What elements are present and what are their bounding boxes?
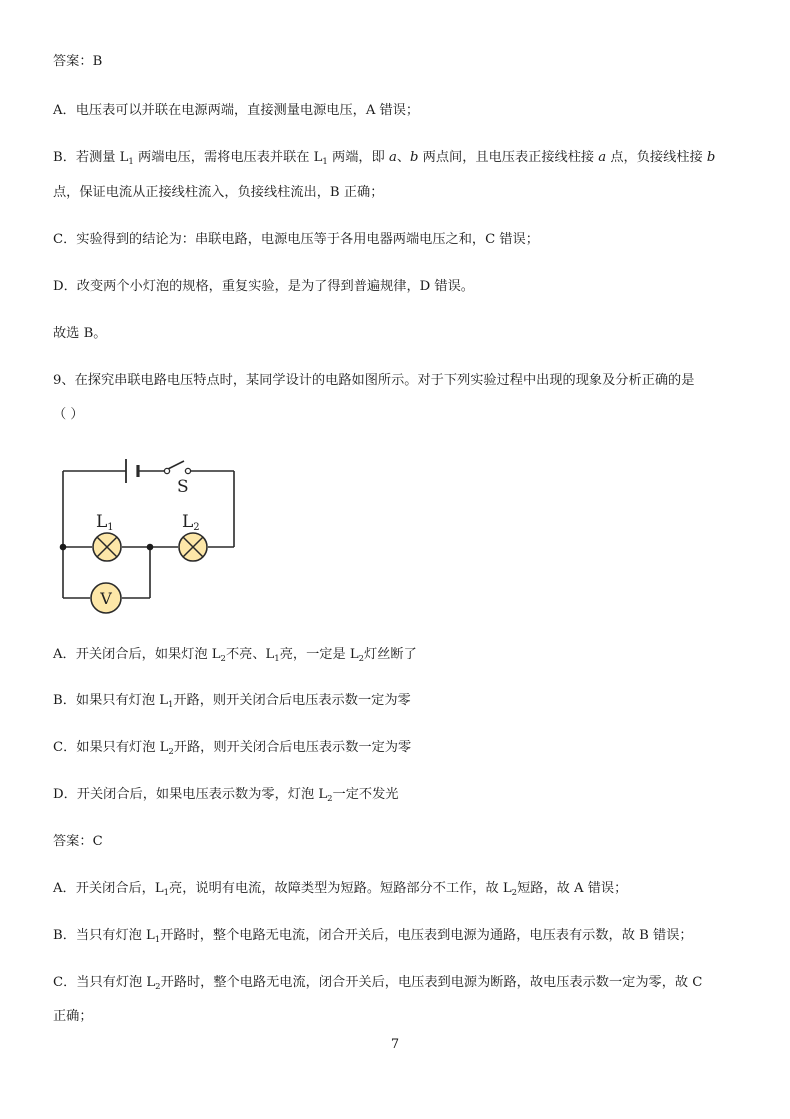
lamp-l2-label: L2 (182, 512, 200, 533)
switch-symbol (164, 461, 191, 474)
text-segment: B．当只有灯泡 L (53, 928, 155, 943)
subscript: 2 (511, 888, 518, 898)
q8-answer (53, 53, 750, 71)
junction-dot-middle (147, 544, 154, 551)
q9-option-a (53, 646, 750, 668)
q9-option-b (53, 692, 750, 714)
text-segment: 两端电压，需将电压表并联在 L (133, 150, 323, 165)
lamp-l2-icon (179, 533, 207, 561)
text-segment: 开路，则开关闭合后电压表示数一定为零 (173, 693, 411, 708)
q8-explanation-d: D．改变两个小灯泡的规格，重复实验，是为了得到普遍规律，D 错误。 (53, 279, 474, 294)
text-segment: A．开关闭合后，如果灯泡 L (53, 647, 221, 662)
q9-option-d (53, 786, 750, 808)
q9-answer (53, 833, 750, 851)
text-segment: 开路，则开关闭合后电压表示数一定为零 (173, 740, 412, 755)
variable-a: a (598, 150, 607, 165)
text-segment: 短路，故 A 错误； (517, 881, 628, 896)
lamp-l1-label: L1 (96, 512, 114, 533)
text-segment: 两端，即 (327, 150, 389, 165)
text-segment: 开路时，整个电路无电流，闭合开关后，电压表到电源为通路，电压表有示数，故 B 错误； (160, 928, 693, 943)
text-segment: 亮，说明有电流，故障类型为短路。短路部分不工作，故 L (169, 881, 512, 896)
variable-b: b (410, 150, 419, 165)
subscript: 2 (155, 982, 161, 992)
q8-explanation-b-line1 (53, 149, 750, 171)
q9-stem-line2: （ ） (53, 407, 84, 422)
text-segment: C．如果只有灯泡 L (53, 740, 169, 755)
subscript: 2 (327, 794, 333, 804)
subscript: 2 (220, 654, 226, 664)
q9-explanation-b (53, 927, 750, 949)
text-segment: 两点间，且电压表正接线柱接 (418, 150, 599, 165)
voltmeter-label: V (100, 589, 112, 608)
subscript: 1 (167, 700, 174, 710)
text-segment: 一定不发光 (332, 787, 399, 802)
text-segment: 灯丝断了 (364, 647, 417, 662)
text-segment: 开路时，整个电路无电流，闭合开关后，电压表到电源为断路，故电压表示数一定为零，故 C (160, 975, 703, 990)
subscript: 1 (322, 157, 328, 167)
q9-explanation-a (53, 880, 750, 902)
answer-value: C (92, 834, 103, 849)
subscript: 2 (168, 747, 174, 757)
subscript: 1 (274, 654, 280, 664)
q8-explanation-c: C．实验得到的结论为：串联电路，电源电压等于各用电器两端电压之和，C 错误； (53, 232, 539, 247)
q9-explanation-c-line1 (53, 974, 750, 996)
q8-conclusion: 故选 B。 (53, 326, 107, 341)
switch-label: S (177, 477, 189, 497)
battery-symbol (126, 459, 138, 483)
subscript: 1 (154, 935, 161, 945)
q8-explanation-b-line2: 点，保证电流从正接线柱流入，负接线柱流出，B 正确； (53, 185, 384, 200)
text-segment: 不亮、L (225, 647, 275, 662)
subscript: 2 (358, 654, 365, 664)
answer-label: 答案： (53, 54, 93, 69)
text-segment: D．开关闭合后，如果电压表示数为零，灯泡 L (53, 787, 328, 802)
junction-dot-left (60, 544, 67, 551)
subscript: 1 (163, 888, 170, 898)
text-segment: C．当只有灯泡 L (53, 975, 156, 990)
variable-b: b (706, 150, 716, 165)
circuit-diagram (50, 455, 250, 615)
q9-option-c (53, 739, 750, 761)
answer-label: 答案： (53, 834, 93, 849)
answer-value: B (92, 54, 103, 69)
lamp-l1-icon (93, 533, 121, 561)
text-segment: A．开关闭合后，L (53, 881, 164, 896)
subscript: 1 (128, 157, 134, 167)
text-segment: 、 (396, 150, 411, 165)
text-segment: B．如果只有灯泡 L (53, 693, 168, 708)
q8-explanation-a: A．电压表可以并联在电源两端，直接测量电源电压，A 错误； (53, 103, 420, 118)
text-segment: B．若测量 L (53, 150, 129, 165)
variable-a: a (388, 150, 397, 165)
q9-stem-line1: 9、在探究串联电路电压特点时，某同学设计的电路如图所示。对于下列实验过程中出现的现象及分析正确的是 (53, 373, 695, 388)
page-number: 7 (390, 1037, 400, 1052)
q9-explanation-c-line2: 正确； (53, 1009, 93, 1024)
text-segment: 亮，一定是 L (279, 647, 359, 662)
text-segment: 点，负接线柱接 (606, 150, 707, 165)
